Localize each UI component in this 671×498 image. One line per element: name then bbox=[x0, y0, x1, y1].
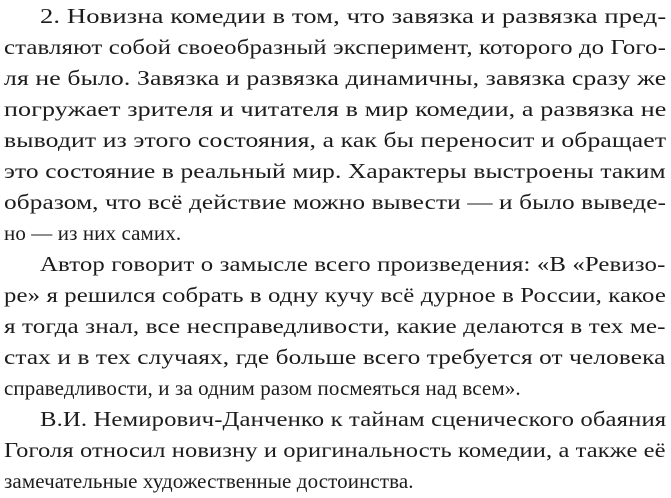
paragraph-1-line-7: образом, что всё действие можно вывести — и было выведе- bbox=[4, 190, 667, 214]
paragraph-1-line-5: выводит из этого состояния, а как бы переносит и обращает bbox=[4, 128, 667, 152]
paragraph-2-line-5: справедливости, и за одним разом посмеяться над всем». bbox=[4, 376, 521, 400]
paragraph-2-line-1: Автор говорит о замысле всего произведения: «В «Ревизо- bbox=[40, 252, 666, 276]
paragraph-1-line-1: 2. Новизна комедии в том, что завязка и развязка пред- bbox=[40, 4, 667, 28]
paragraph-1-line-2: ставляют собой своеобразный эксперимент, которого до Гого- bbox=[4, 35, 666, 59]
paragraph-2-line-3: я тогда знал, все несправедливости, какие делаются в тех ме- bbox=[4, 314, 666, 338]
paragraph-3-line-1: В.И. Немирович-Данченко к тайнам сценического обаяния bbox=[40, 407, 667, 431]
paragraph-3-line-2: Гоголя относил новизну и оригинальность комедии, а также её bbox=[4, 438, 666, 462]
paragraph-2-line-4: стах и в тех случаях, где больше всего требуется от человека bbox=[4, 345, 666, 369]
paragraph-1-line-6: это состояние в реальный мир. Характеры выстроены таким bbox=[4, 159, 666, 183]
paragraph-3-line-3: замечательные художественные достоинства. bbox=[4, 469, 414, 493]
paragraph-1-line-8: но — из них самих. bbox=[4, 221, 182, 245]
paragraph-2-line-2: ре» я решился собрать в одну кучу всё дурное в России, какое bbox=[4, 283, 666, 307]
paragraph-1-line-4: погружает зрителя и читателя в мир комедии, а развязка не bbox=[4, 97, 667, 121]
paragraph-1-line-3: ля не было. Завязка и развязка динамичны, завязка сразу же bbox=[4, 66, 667, 90]
